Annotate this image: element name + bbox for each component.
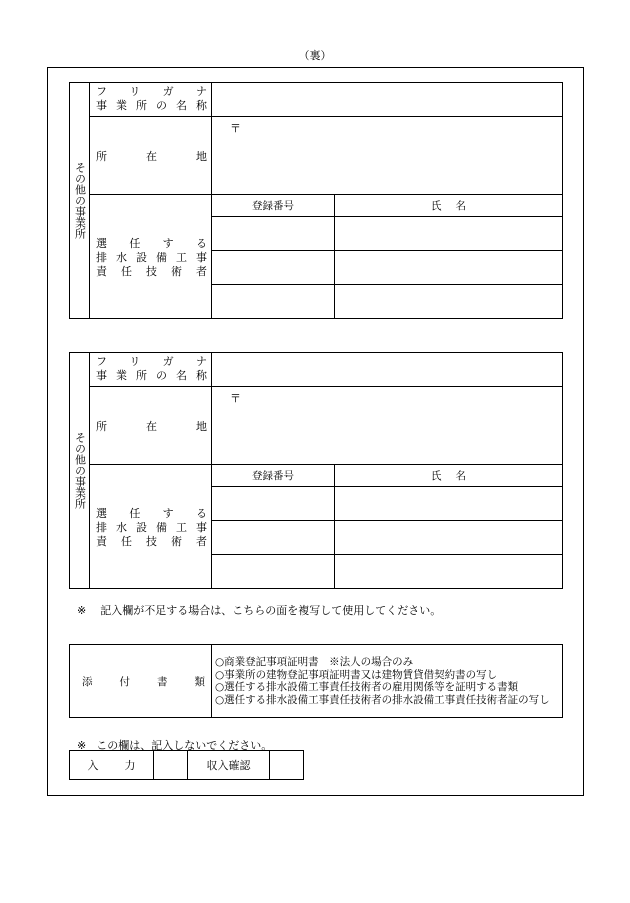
attachment-item: ○選任する排水設備工事責任技術者の排水設備工事責任技術者証の写し	[215, 693, 550, 706]
registration-number-header: 登録番号	[212, 465, 335, 487]
copy-note: ※ 記入欄が不足する場合は、こちらの面を複写して使用してください。	[77, 604, 442, 617]
engineer-label: 選 任 す る 排 水 設 備 工 事 責 任 技 術 者	[90, 465, 212, 589]
section-heading: その他の事業所	[73, 162, 87, 239]
registration-number-field[interactable]	[212, 285, 335, 319]
office-use-table	[69, 750, 304, 780]
office-use-note: ※ この欄は、記入しないでください。	[77, 739, 273, 752]
attachments-table	[69, 644, 563, 718]
location-field[interactable]	[212, 387, 563, 465]
postal-mark: 〒	[230, 392, 241, 405]
receipt-confirm-field[interactable]	[270, 751, 304, 780]
section-heading-cell	[70, 83, 90, 319]
engineer-name-field[interactable]	[335, 251, 563, 285]
furigana-label: フ リ ガ ナ	[96, 355, 207, 368]
location-label: 所 在 地	[90, 117, 212, 195]
engineer-name-field[interactable]	[335, 217, 563, 251]
section-heading-cell	[70, 353, 90, 589]
engineer-name-field[interactable]	[335, 555, 563, 589]
attachment-item: ○事業所の建物登記事項証明書又は建物賃貸借契約書の写し	[215, 668, 498, 681]
registration-number-field[interactable]	[212, 555, 335, 589]
office-section-1	[69, 82, 563, 319]
location-field[interactable]	[212, 117, 563, 195]
receipt-confirm-label: 収入確認	[188, 751, 270, 780]
office-name-field[interactable]	[212, 83, 563, 117]
registration-number-header: 登録番号	[212, 195, 335, 217]
furigana-label: フ リ ガ ナ	[96, 85, 207, 98]
postal-mark: 〒	[230, 122, 241, 135]
engineer-name-field[interactable]	[335, 285, 563, 319]
engineer-name-field[interactable]	[335, 521, 563, 555]
input-check-field[interactable]	[154, 751, 188, 780]
office-name-label	[90, 353, 212, 387]
attachments-label: 添 付 書 類	[70, 645, 212, 718]
office-name-text: 事 業 所 の 名 称	[96, 99, 207, 112]
office-name-label	[90, 83, 212, 117]
office-name-field[interactable]	[212, 353, 563, 387]
input-label: 入 力	[70, 751, 154, 780]
attachments-list	[212, 645, 563, 718]
registration-number-field[interactable]	[212, 521, 335, 555]
office-section-2	[69, 352, 563, 589]
location-label: 所 在 地	[90, 387, 212, 465]
office-name-text: 事 業 所 の 名 称	[96, 369, 207, 382]
page-title: （裏）	[298, 49, 332, 62]
name-header: 氏 名	[335, 465, 563, 487]
name-header: 氏 名	[335, 195, 563, 217]
registration-number-field[interactable]	[212, 487, 335, 521]
registration-number-field[interactable]	[212, 251, 335, 285]
attachment-item: ○商業登記事項証明書 ※法人の場合のみ	[215, 656, 414, 668]
registration-number-field[interactable]	[212, 217, 335, 251]
section-heading: その他の事業所	[73, 432, 87, 509]
engineer-name-field[interactable]	[335, 487, 563, 521]
attachment-item: ○選任する排水設備工事責任技術者の雇用関係等を証明する書類	[215, 681, 519, 693]
engineer-label: 選 任 す る 排 水 設 備 工 事 責 任 技 術 者	[90, 195, 212, 319]
